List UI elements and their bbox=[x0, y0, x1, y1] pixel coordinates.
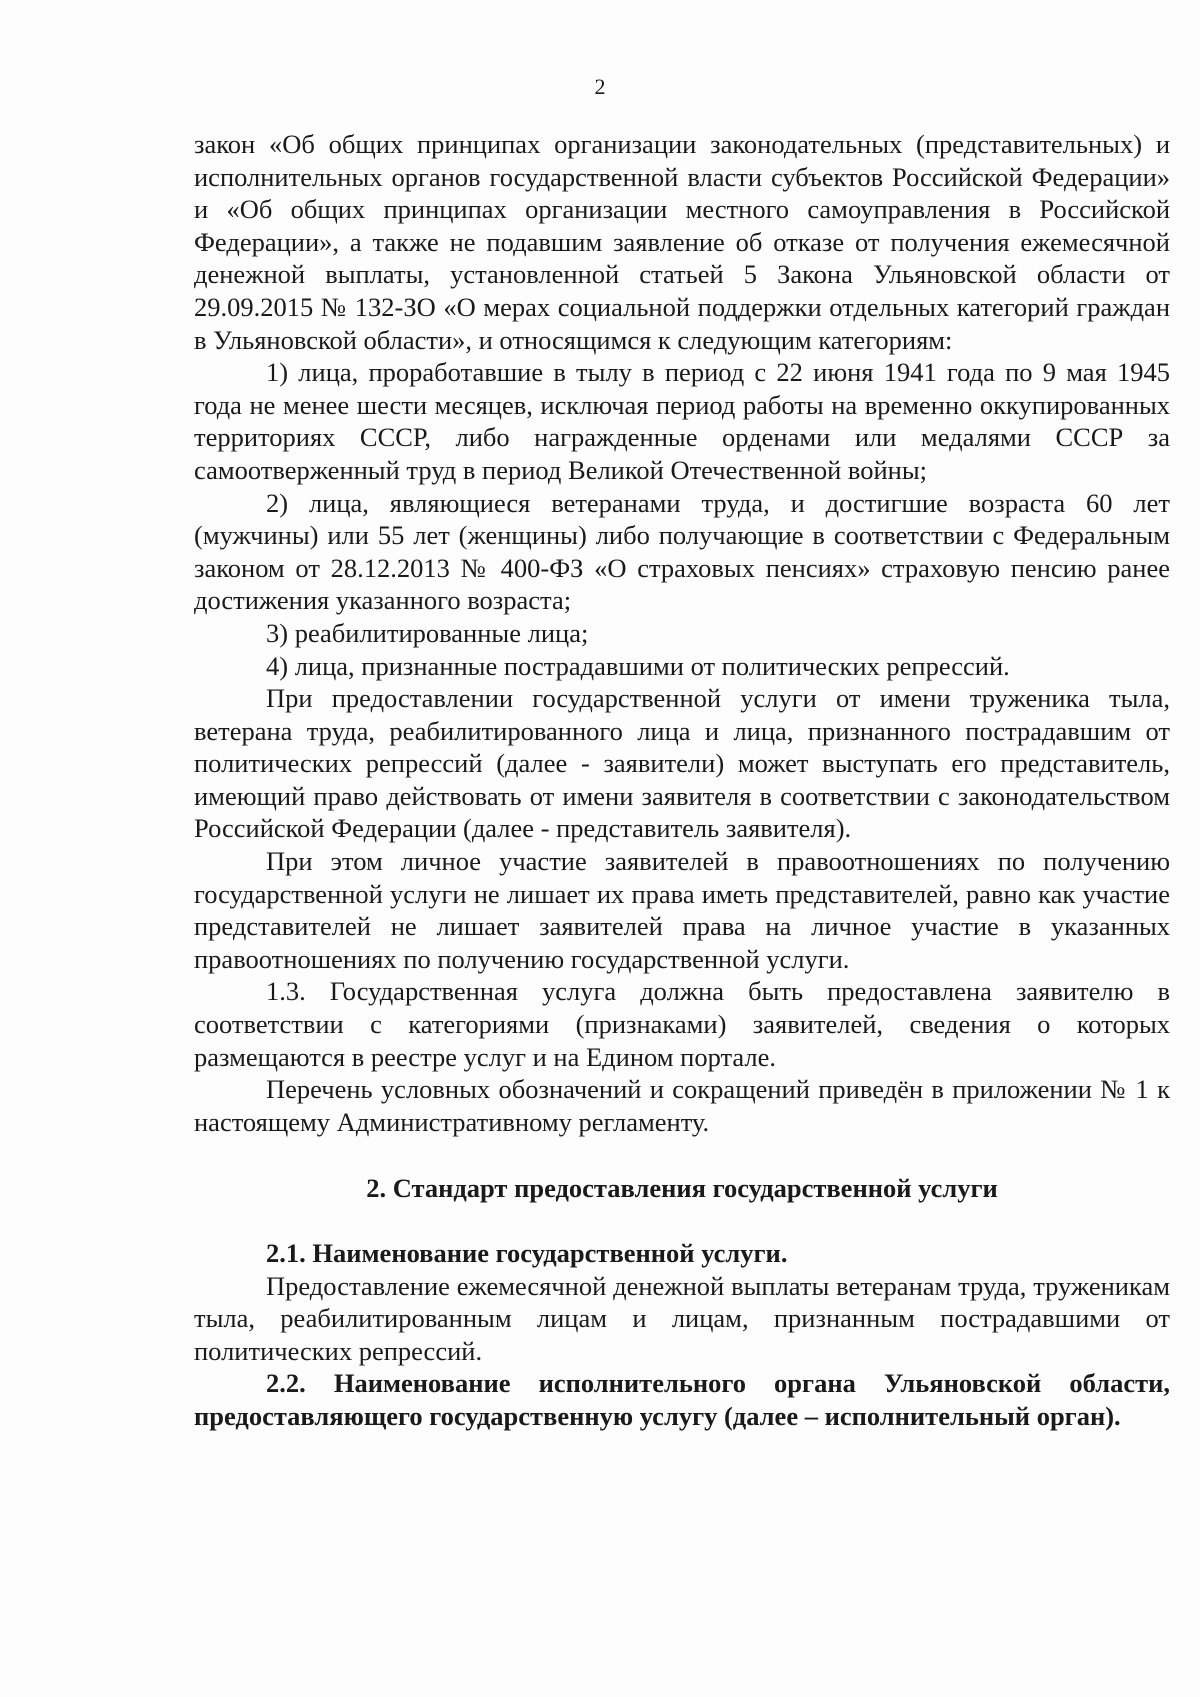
paragraph-abbreviations: Перечень условных обозначений и сокращений приведён в приложении № 1 к настоящему Административному регламенту. bbox=[194, 1074, 1170, 1137]
list-item-1: 1) лица, проработавшие в тылу в период с 22 июня 1941 года по 9 мая 1945 года не менее шести месяцев, исключая период работы на временно оккупированных территориях СССР, либо награжденные орденами или медалями СССР за самоотверженный труд в период Великой Отечественной войны; bbox=[194, 357, 1170, 485]
list-item-3: 3) реабилитированные лица; bbox=[266, 617, 589, 648]
subsection-2-2-heading: 2.2. Наименование исполнительного органа Ульяновской области, предоставляющего государственную услугу (далее – исполнительный орган). bbox=[194, 1368, 1170, 1431]
list-item-4: 4) лица, признанные пострадавшими от политических репрессий. bbox=[266, 650, 1010, 681]
paragraph-law-reference: закон «Об общих принципах организации законодательных (представительных) и исполнительных органов государственной власти субъектов Российской Федерации» и «Об общих принципах организации местного самоуправления в Российской Федерации», а также не подавшим заявление об отказе от получения ежемесячной денежной выплаты, установленной статьей 5 Закона Ульяновской области от 29.09.2015 № 132-ЗО «О мерах социальной поддержки отдельных категорий граждан в Ульяновской области», и относящимся к следующим категориям: bbox=[194, 129, 1170, 355]
section-2-heading: 2. Стандарт предоставления государственной услуги bbox=[366, 1173, 998, 1204]
subsection-2-1-heading: 2.1. Наименование государственной услуги. bbox=[266, 1238, 788, 1268]
paragraph-1-3: 1.3. Государственная услуга должна быть предоставлена заявителю в соответствии с категориями (признаками) заявителей, сведения о которых размещаются в реестре услуг и на Едином портале. bbox=[194, 976, 1170, 1072]
paragraph-representative: При предоставлении государственной услуги от имени труженика тыла, ветерана труда, реабилитированного лица и лица, признанного пострадавшим от политических репрессий (далее - заявители) может выступать его представитель, имеющий право действовать от имени заявителя в соответствии с законодательством Российской Федерации (далее - представитель заявителя). bbox=[194, 683, 1170, 844]
document-body bbox=[194, 128, 1170, 1433]
paragraph-personal-participation: При этом личное участие заявителей в правоотношениях по получению государственной услуги не лишает их права иметь представителей, равно как участие представителей не лишает заявителей права на личное участие в указанных правоотношениях по получению государственной услуги. bbox=[194, 846, 1170, 974]
list-item-2: 2) лица, являющиеся ветеранами труда, и достигшие возраста 60 лет (мужчины) или 55 лет (женщины) либо получающие в соответствии с Федеральным законом от 28.12.2013 № 400-ФЗ «О страховых пенсиях» страховую пенсию ранее достижения указанного возраста; bbox=[194, 487, 1170, 616]
subsection-2-1-text: Предоставление ежемесячной денежной выплаты ветеранам труда, труженикам тыла, реабилитированным лицам и лицам, признанным пострадавшими от политических репрессий. bbox=[194, 1270, 1170, 1366]
page-number: 2 bbox=[594, 74, 606, 99]
